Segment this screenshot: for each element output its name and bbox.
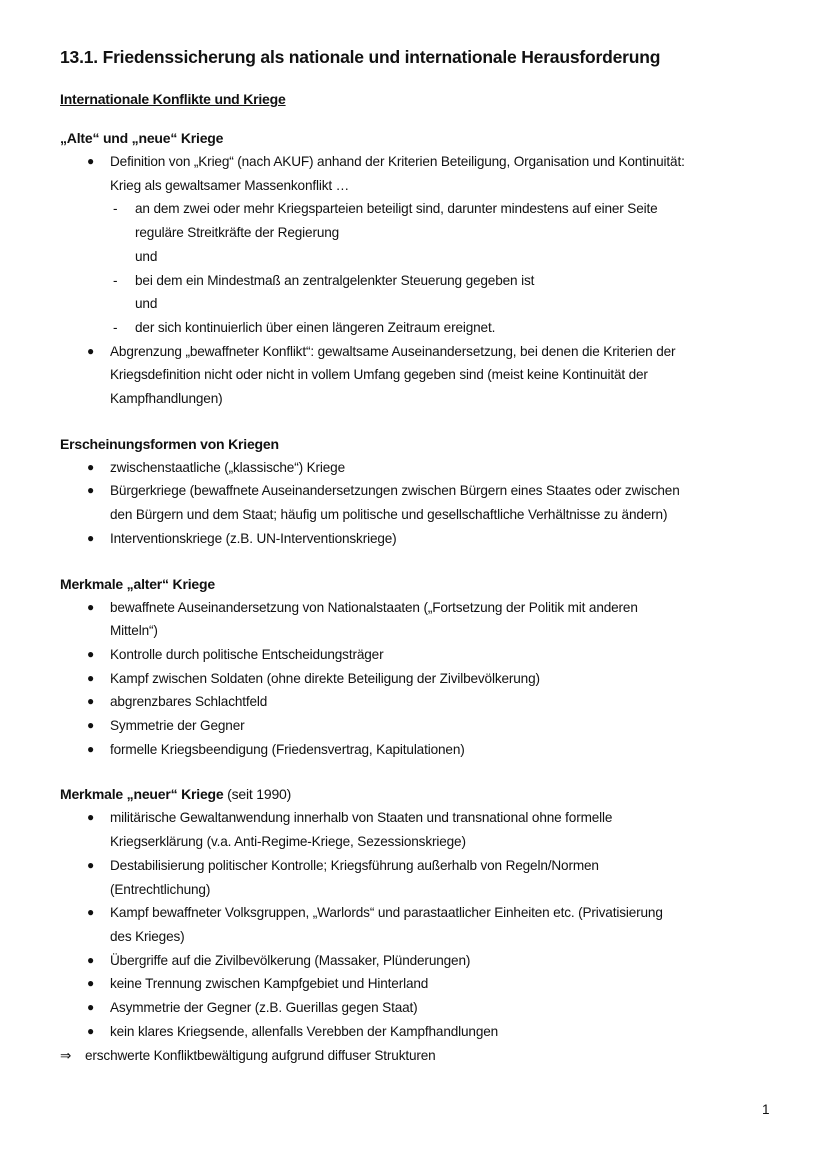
list-item	[60, 972, 780, 996]
text-line: bei dem ein Mindestmaß an zentralgelenkter Steuerung gegeben ist	[135, 272, 535, 288]
text-line: an dem zwei oder mehr Kriegsparteien beteiligt sind, darunter mindestens auf einer Seite	[135, 201, 658, 217]
document-page	[60, 44, 780, 1067]
bullet-icon: ●	[87, 905, 95, 920]
section-heading-text: „Alte“ und „neue“ Kriege	[60, 130, 224, 146]
list-item	[60, 150, 780, 197]
sections	[60, 126, 780, 1067]
bullet-icon: ●	[87, 810, 95, 825]
list-item	[60, 854, 780, 901]
text-line: keine Trennung zwischen Kampfgebiet und Hinterland	[110, 976, 429, 992]
text-line: reguläre Streitkräfte der Regierung	[135, 225, 340, 241]
text-line: Destabilisierung politischer Kontrolle; Kriegsführung außerhalb von Regeln/Normen	[110, 857, 599, 873]
section-heading-text: Merkmale „alter“ Kriege	[60, 575, 215, 592]
section-heading	[60, 782, 780, 806]
section	[60, 432, 780, 551]
text-line: Definition von „Krieg“ (nach AKUF) anhand der Kriterien Beteiligung, Organisation und Kontinuität:	[110, 154, 685, 169]
bullet-icon: ●	[87, 718, 95, 733]
bullet-icon: ●	[87, 599, 95, 614]
text-line: erschwerte Konfliktbewältigung aufgrund diffuser Strukturen	[85, 1047, 436, 1063]
list-item	[60, 527, 780, 551]
text-line: kein klares Kriegsende, allenfalls Verebben der Kampfhandlungen	[110, 1023, 499, 1039]
section	[60, 126, 780, 411]
dash-icon: -	[113, 272, 118, 288]
bullet-icon: ●	[87, 459, 95, 474]
bullet-icon: ●	[87, 976, 95, 991]
text-line: Kriegsdefinition nicht oder nicht in vollem Umfang gegeben sind (meist keine Kontinuität der	[110, 367, 648, 383]
bullet-icon: ●	[87, 670, 95, 685]
text-line: Übergriffe auf die Zivilbevölkerung (Massaker, Plünderungen)	[110, 952, 471, 968]
section	[60, 572, 780, 762]
text-line: Abgrenzung „bewaffneter Konflikt“: gewaltsame Auseinandersetzung, bei denen die Kriterien der	[110, 343, 676, 359]
list-item	[60, 996, 780, 1020]
text-line: der sich kontinuierlich über einen längeren Zeitraum ereignet.	[135, 319, 496, 335]
bullet-icon: ●	[87, 343, 95, 358]
text-line: Kampf zwischen Soldaten (ohne direkte Beteiligung der Zivilbevölkerung)	[110, 670, 540, 686]
text-line: Kampf bewaffneter Volksgruppen, „Warlords“ und parastaatlicher Einheiten etc. (Privatisierung	[110, 905, 663, 921]
section-heading	[60, 432, 780, 456]
text-line: Interventionskriege (z.B. UN-Interventionskriege)	[110, 530, 397, 546]
text-line: und	[135, 296, 158, 312]
page-title: 13.1. Friedenssicherung als nationale und internationale Herausforderung	[60, 47, 661, 67]
text-line: Asymmetrie der Gegner (z.B. Guerillas gegen Staat)	[110, 1000, 418, 1016]
bullet-icon: ●	[87, 952, 95, 967]
list-item	[60, 901, 780, 948]
section-heading	[60, 126, 780, 150]
page-number: 1	[762, 1102, 770, 1117]
text-line: bewaffnete Auseinandersetzung von Nationalstaaten („Fortsetzung der Politik mit anderen	[110, 599, 638, 615]
section-subtitle: Internationale Konflikte und Kriege	[60, 91, 286, 107]
bullet-icon: ●	[87, 741, 95, 756]
bullet-icon: ●	[87, 694, 95, 709]
section-heading-text: Merkmale „neuer“ Kriege	[60, 786, 224, 803]
text-line: Bürgerkriege (bewaffnete Auseinandersetzungen zwischen Bürgern eines Staates oder zwischen	[110, 483, 680, 499]
list-item	[60, 949, 780, 973]
bullet-icon: ●	[87, 1000, 95, 1015]
section-heading-text: Erscheinungsformen von Kriegen	[60, 435, 279, 452]
bullet-icon: ●	[87, 646, 95, 661]
section-heading-suffix: (seit 1990)	[223, 786, 292, 803]
list-item	[60, 269, 780, 293]
list-item	[60, 316, 780, 340]
list-item	[60, 1020, 780, 1044]
bullet-icon: ●	[87, 530, 95, 545]
list-item	[60, 197, 780, 244]
section	[60, 782, 780, 1067]
text-line: Kontrolle durch politische Entscheidungsträger	[110, 646, 384, 662]
text-line: zwischenstaatliche („klassische“) Kriege	[110, 459, 345, 475]
connector-text	[60, 292, 780, 316]
bullet-icon: ●	[87, 857, 95, 872]
text-line: Mitteln“)	[110, 623, 158, 639]
text-line: den Bürgern und dem Staat; häufig um politische und gesellschaftliche Verhältnisse zu ändern)	[110, 507, 668, 523]
text-line: militärische Gewaltanwendung innerhalb von Staaten und transnational ohne formelle	[110, 810, 613, 826]
section-heading	[60, 572, 780, 596]
list-item	[60, 714, 780, 738]
bullet-icon: ●	[87, 1023, 95, 1038]
dash-icon: -	[113, 201, 118, 217]
text-line: Kampfhandlungen)	[110, 391, 223, 407]
list-item	[60, 596, 780, 643]
text-line: formelle Kriegsbeendigung (Friedensvertrag, Kapitulationen)	[110, 741, 465, 757]
list-item	[60, 340, 780, 411]
bullet-icon: ●	[87, 154, 95, 168]
arrow-right-icon: ⇒	[60, 1047, 72, 1063]
list-item	[60, 1044, 780, 1068]
text-line: und	[135, 248, 158, 264]
list-item	[60, 738, 780, 762]
connector-text	[60, 245, 780, 269]
list-item	[60, 456, 780, 480]
text-line: Krieg als gewaltsamer Massenkonflikt …	[110, 177, 350, 193]
bullet-icon: ●	[87, 483, 95, 498]
list-item	[60, 667, 780, 691]
text-line: Kriegserklärung (v.a. Anti-Regime-Kriege, Sezessionskriege)	[110, 834, 466, 850]
list-item	[60, 806, 780, 853]
list-item	[60, 690, 780, 714]
list-item	[60, 479, 780, 526]
dash-icon: -	[113, 319, 118, 335]
text-line: abgrenzbares Schlachtfeld	[110, 694, 268, 710]
text-line: (Entrechtlichung)	[110, 881, 211, 897]
list-item	[60, 643, 780, 667]
text-line: des Krieges)	[110, 928, 185, 944]
text-line: Symmetrie der Gegner	[110, 718, 245, 734]
